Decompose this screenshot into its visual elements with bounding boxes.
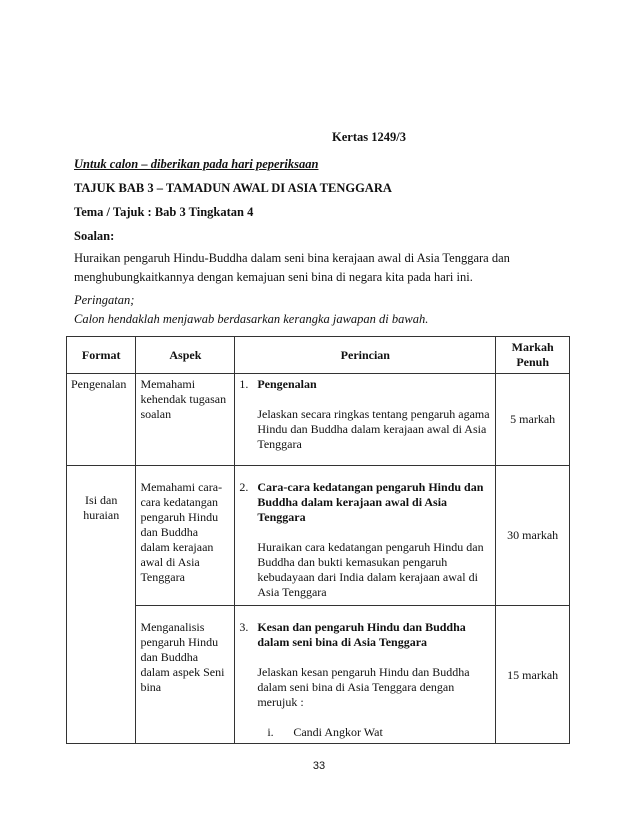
- table-row: [67, 606, 570, 744]
- markah-cell: 15 markah: [496, 606, 570, 744]
- aspek-cell: Memahami cara-cara kedatangan pengaruh Hindu dan Buddha dalam kerajaan awal di Asia Tenggara: [136, 466, 235, 606]
- perincian-cell: [235, 466, 496, 606]
- candidate-instruction: Untuk calon – diberikan pada hari peperiksaan: [74, 157, 319, 171]
- warning-line-2: Calon hendaklah menjawab berdasarkan kerangka jawapan di bawah.: [74, 312, 429, 326]
- format-cell: Pengenalan: [67, 374, 136, 466]
- aspek-cell: Memahami kehendak tugasan soalan: [136, 374, 235, 466]
- markah-cell: 30 markah: [496, 466, 570, 606]
- format-cell: Isi dan huraian: [67, 466, 136, 744]
- table-row: [67, 466, 570, 606]
- header-aspek: Aspek: [136, 337, 235, 374]
- table-row: [67, 374, 570, 466]
- sub-item-text: Candi Angkor Wat: [293, 725, 383, 739]
- item-title: Kesan dan pengaruh Hindu dan Buddha dalam seni bina di Asia Tenggara: [257, 620, 466, 649]
- item-description: Jelaskan kesan pengaruh Hindu dan Buddha dalam seni bina di Asia Tenggara dengan merujuk :: [257, 665, 470, 709]
- paper-code: Kertas 1249/3: [332, 130, 406, 144]
- perincian-cell: [235, 374, 496, 466]
- question-text: [74, 249, 574, 287]
- header-perincian: Perincian: [235, 337, 496, 374]
- item-description: Huraikan cara kedatangan pengaruh Hindu dan Buddha dan bukti kemasukan pengaruh kebudayaan dari India dalam kerajaan awal di Asia Tenggara: [257, 540, 484, 599]
- header-markah: Markah Penuh: [496, 337, 570, 374]
- chapter-title: TAJUK BAB 3 – TAMADUN AWAL DI ASIA TENGGARA: [74, 181, 392, 195]
- warning-text: [74, 291, 574, 329]
- sub-item-number: i.: [267, 725, 274, 739]
- warning-line-1: Peringatan;: [74, 293, 135, 307]
- item-number: 3.: [239, 620, 249, 634]
- perincian-cell: [235, 606, 496, 744]
- markah-cell: 5 markah: [496, 374, 570, 466]
- item-number: 2.: [239, 480, 249, 494]
- question-label: Soalan:: [74, 229, 115, 243]
- question-line-1: Huraikan pengaruh Hindu-Buddha dalam seni bina kerajaan awal di Asia Tenggara dan: [74, 251, 510, 265]
- question-line-2: menghubungkaitkannya dengan kemajuan seni bina di negara kita pada hari ini.: [74, 270, 473, 284]
- theme-line: Tema / Tajuk : Bab 3 Tingkatan 4: [74, 205, 254, 219]
- table-header-row: [67, 337, 570, 374]
- answer-framework-table: [66, 336, 570, 744]
- item-description: Jelaskan secara ringkas tentang pengaruh agama Hindu dan Buddha dalam kerajaan awal di Asia Tenggara: [257, 407, 490, 451]
- header-format: Format: [67, 337, 136, 374]
- sub-list-item: [257, 725, 491, 740]
- item-title: Cara-cara kedatangan pengaruh Hindu dan Buddha dalam kerajaan awal di Asia Tenggara: [257, 480, 484, 524]
- item-number: 1.: [239, 377, 249, 391]
- aspek-cell: Menganalisis pengaruh Hindu dan Buddha dalam aspek Seni bina: [136, 606, 235, 744]
- page-number: 33: [312, 760, 326, 772]
- item-title: Pengenalan: [257, 377, 317, 391]
